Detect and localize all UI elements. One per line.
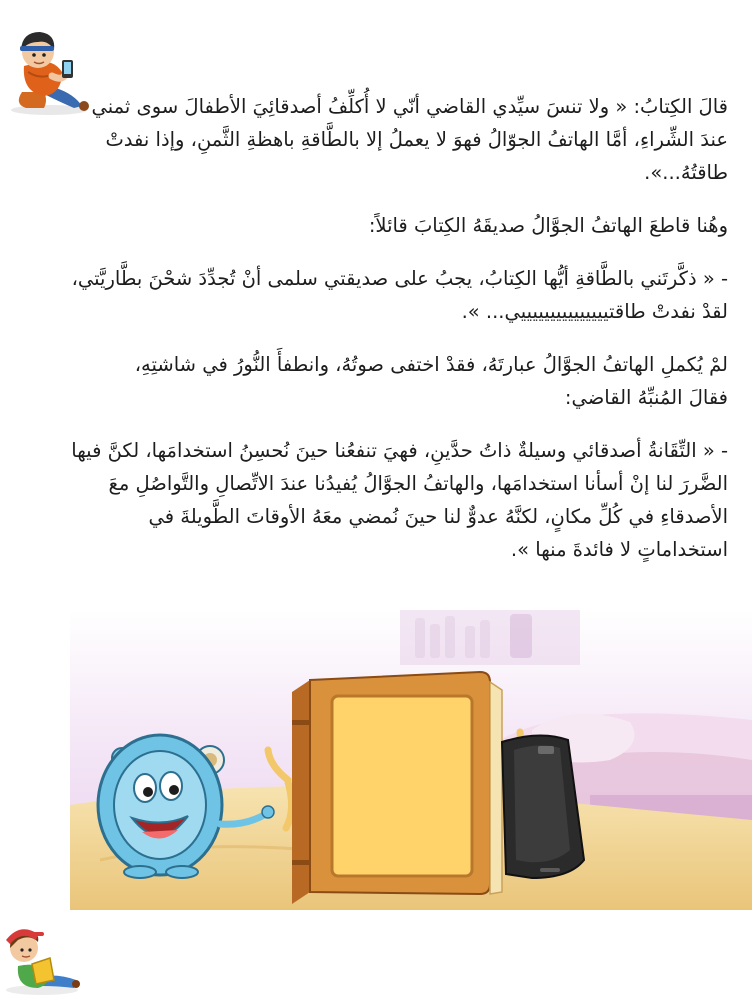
paragraph-phone-speech: - « ذكَّرتَني بالطَّاقةِ أيُّها الكِتابُ، يجبُ على صديقتي سلمى أنْ تُجدِّدَ شحْنَ بطَّاريَّتي، لقدْ نفدتْ طاقتيييييييييييييييي... ». — [71, 267, 728, 323]
paragraph-judge-intro: فقالَ المُنبِّهُ القاضي: — [564, 386, 728, 409]
paragraph-book-speech: قالَ الكِتابُ: « ولا تنسَ سيِّدي القاضي أنّي لا أُكلِّفُ أصدقائِيَ الأطفالَ سوى ثمني عندَ الشِّراءِ، أمَّا الهاتفُ الجوّالُ فهوَ لا يعملُ إلا بالطَّاقةِ باهظةِ الثَّمنِ، وإذا نفدتْ طاقتُهُ...». — [91, 95, 728, 184]
book-clock-phone-icon — [70, 610, 752, 910]
paragraph-phone-interrupts: وهُنا قاطعَ الهاتفُ الجوَّالُ صديقَهُ الكِتابَ قائلاً: — [368, 214, 728, 237]
paragraph-judge-speech: - « التِّقَانةُ أصدقائي وسيلةٌ ذاتُ حدَّينِ، فهيَ تنفعُنا حينَ نُحسِنُ استخدامَها، لكنَّ فيها الضَّررَ لنا إنْ أسأنا استخدامَها، والهاتفُ الجوَّالُ يُفيدُنا عندَ الاتِّصالِ والتَّواصُلِ معَ الأصدقاءِ في كُلِّ مكانٍ، لكنَّهُ عدوٌّ لنا حينَ نُمضي معَهُ الأوقاتَ الطَّويلةَ في استخداماتٍ لا فائدةَ منها ». — [71, 439, 728, 561]
girl-reading-icon — [2, 918, 82, 996]
paragraph-phone-stops: لمْ يُكملِ الهاتفُ الجوَّالُ عبارتَهُ، فقدْ اختفى صوتُهُ، وانطفأَ النُّورُ في شاشتِهِ، — [134, 353, 728, 376]
story-text — [70, 90, 728, 566]
